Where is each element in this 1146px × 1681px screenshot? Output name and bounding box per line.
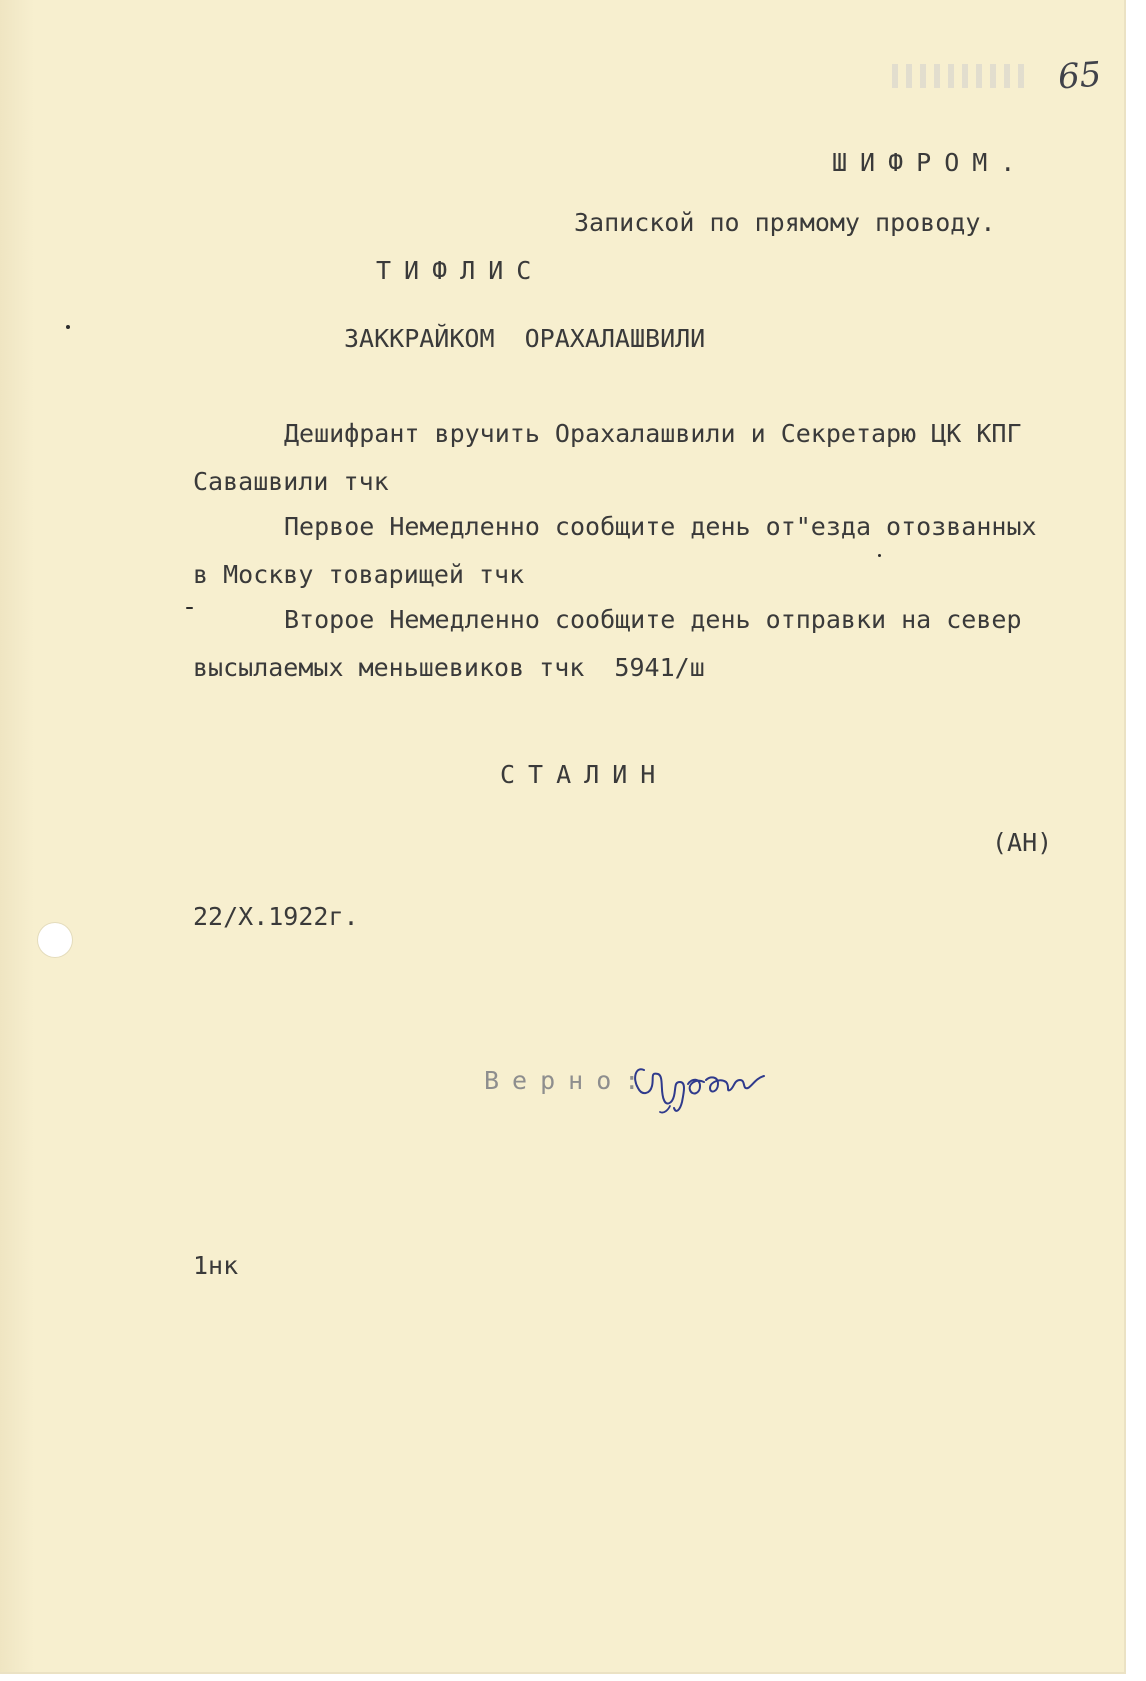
ink-speck — [66, 325, 70, 329]
body-line: Дешифрант вручить Орахалашвили и Секретарю ЦК КПГ — [284, 419, 1022, 448]
body-line: Первое Немедленно сообщите день от"езда отозванных — [284, 512, 1037, 541]
ink-speck — [878, 554, 881, 557]
punch-hole — [38, 923, 72, 957]
document-date: 22/X.1922г. — [193, 902, 359, 931]
body-line: в Москву товарищей тчк — [193, 560, 525, 589]
addressee: ЗАККРАЙКОМ ОРАХАЛАШВИЛИ — [344, 324, 706, 353]
archive-page-number: 65 — [1056, 54, 1103, 98]
header-mode: ШИФРОМ. — [832, 148, 1029, 177]
body-line: Второе Немедленно сообщите день отправки на север — [284, 605, 1022, 634]
ink-speck — [186, 607, 193, 609]
header-transmission: Запиской по прямому проводу. — [574, 208, 996, 237]
initials: (АН) — [992, 828, 1053, 857]
body-line: Савашвили тчк — [193, 467, 389, 496]
handwritten-signature — [630, 1048, 790, 1123]
faded-stamp — [892, 64, 1028, 88]
signer: СТАЛИН — [500, 760, 669, 789]
body-line: высылаемых меньшевиков тчк 5941/ш — [193, 653, 705, 682]
verification-label: Верно: — [484, 1066, 653, 1095]
footer-code: 1нк — [193, 1251, 239, 1280]
destination-city: ТИФЛИС — [376, 256, 545, 285]
